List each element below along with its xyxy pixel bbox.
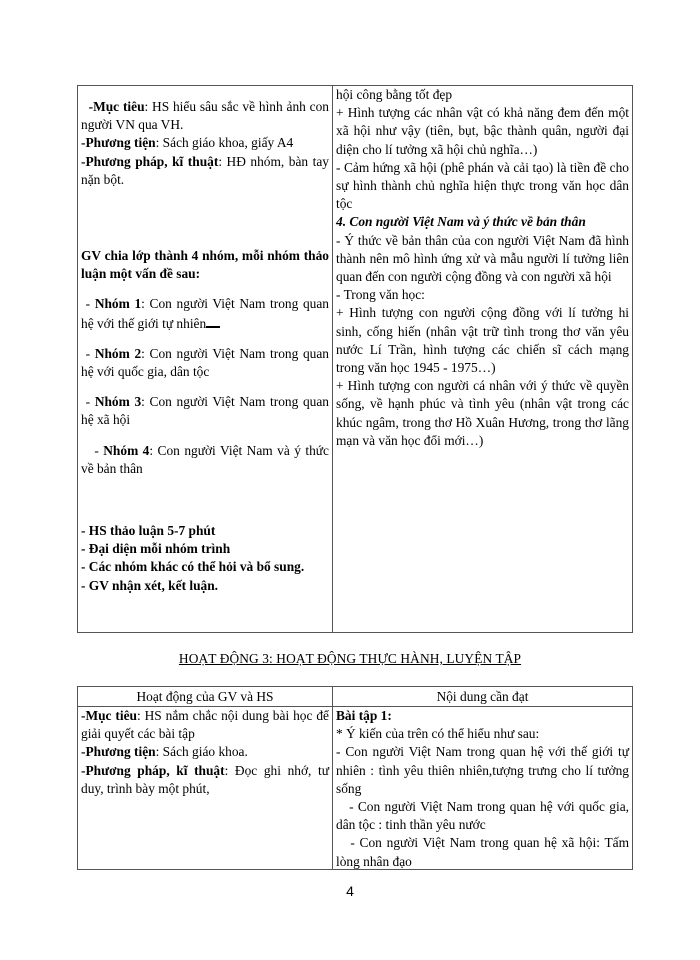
section-heading: HOẠT ĐỘNG 3: HOẠT ĐỘNG THỰC HÀNH, LUYỆN TẬP	[178, 651, 522, 666]
step-present: - Đại diện mỗi nhóm trình	[81, 541, 231, 557]
expected-content-column	[333, 687, 632, 869]
group-4: - Nhóm 4: Con người Việt Nam và ý thức về bản thân	[81, 442, 330, 476]
step-supplement: - Các nhóm khác có thể hỏi và bổ sung.	[81, 559, 305, 575]
method: -Phương pháp, kĩ thuật: Đọc ghi nhớ, tư duy, trình bày một phút,	[81, 762, 329, 796]
content-line: hội công bằng tốt đẹp	[336, 87, 453, 102]
group-3: - Nhóm 3: Con người Việt Nam trong quan hệ xã hội	[81, 394, 330, 428]
method: -Phương pháp, kĩ thuật: HĐ nhóm, bàn tay nặn bột.	[81, 153, 329, 187]
blank-underline	[206, 314, 220, 328]
practice-table	[77, 686, 633, 870]
column-header-activity: Hoạt động của GV và HS	[78, 687, 332, 707]
content-line: - Ý thức về bản thân của con người Việt Nam đã hình thành nên mô hình ứng xử và mẫu người lí tưởng liên quan đến con người cộng đồng và con người xã hội	[336, 232, 629, 285]
exercise-title: Bài tập 1:	[336, 708, 392, 723]
objective: -Mục tiêu: HS hiểu sâu sắc về hình ảnh con người VN qua VH.	[81, 99, 329, 133]
content-line: - Cảm hứng xã hội (phê phán và cải tạo) là tiền đề cho sự hình thành chủ nghĩa hiện thực trong văn học dân tộc	[336, 159, 629, 212]
content-line: + Hình tượng các nhân vật có khả năng đem đến một xã hội như vậy (tiên, bụt, bậc thành quân, người đại diện cho lí tưởng xã hội chủ nghĩa…)	[336, 105, 629, 157]
lesson-table-continued	[77, 85, 633, 633]
section-4-title: 4. Con người Việt Nam và ý thức về bản thân	[336, 214, 586, 230]
means: -Phương tiện: Sách giáo khoa, giấy A4	[81, 135, 294, 151]
content-line: - Con người Việt Nam trong quan hệ với quốc gia, dân tộc : tinh thần yêu nước	[336, 799, 633, 833]
content-line: * Ý kiến của trên có thể hiểu như sau:	[336, 726, 540, 742]
group-assignment: GV chia lớp thành 4 nhóm, mỗi nhóm thảo luận một vấn đề sau:	[81, 248, 329, 282]
column-header-content: Nội dung cần đạt	[333, 687, 632, 707]
content-line: - Trong văn học:	[336, 287, 425, 303]
group-1: - Nhóm 1: Con người Việt Nam trong quan hệ với thế giới tự nhiên	[81, 296, 330, 331]
page-number: 4	[346, 883, 354, 899]
content-line: - Con người Việt Nam trong quan hệ xã hội: Tấm lòng nhân đạo	[336, 835, 633, 869]
group-2: - Nhóm 2: Con người Việt Nam trong quan hệ với quốc gia, dân tộc	[81, 345, 330, 380]
expected-content-cell	[333, 86, 632, 632]
content-line: - Con người Việt Nam trong quan hệ với thế giới tự nhiên : tình yêu thiên nhiên,tượng trưng cho lí tưởng sống	[336, 744, 629, 796]
means: -Phương tiện: Sách giáo khoa.	[81, 744, 248, 760]
step-discuss: - HS thảo luận 5-7 phút	[81, 523, 216, 539]
content-line: + Hình tượng con người cá nhân với ý thức về quyền sống, về hạnh phúc và tình yêu (nhân vật trong các khúc ngâm, trong thơ Hồ Xuân Hương, trong thơ lãng mạn và văn học đổi mới…)	[336, 378, 629, 448]
content-line: + Hình tượng con người cộng đồng với lí tưởng hi sinh, cống hiến (nhân vật trữ tình trong thơ văn yêu nước Lí Trần, hình tượng các chiến sĩ cách mạng trong văn học 1945 - 1975…)	[336, 305, 629, 376]
objective: -Mục tiêu: HS nắm chắc nội dung bài học để giải quyết các bài tập	[81, 708, 329, 742]
teacher-student-activity-column	[78, 687, 333, 869]
teacher-student-activity-cell	[78, 86, 333, 632]
step-conclude: - GV nhận xét, kết luận.	[81, 577, 219, 593]
